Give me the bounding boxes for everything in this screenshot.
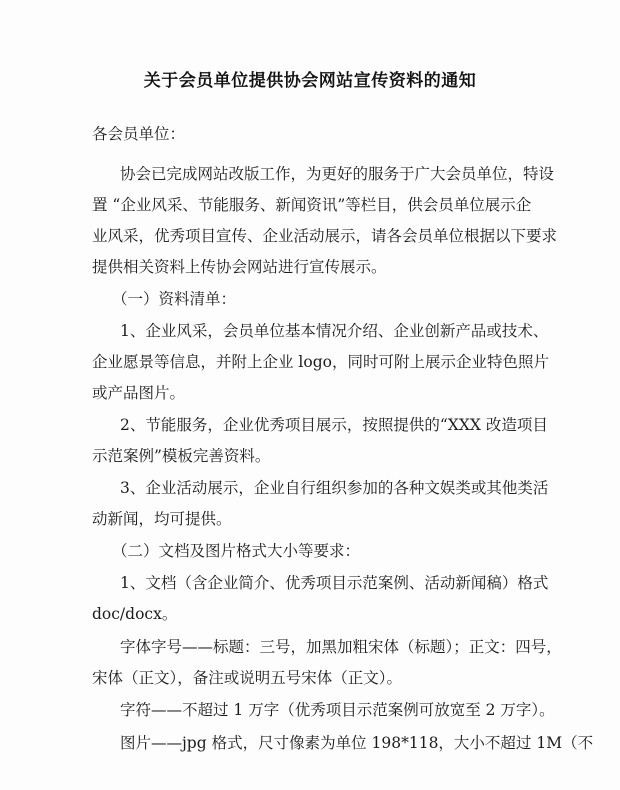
item3-line: 3、企业活动展示，企业自行组织参加的各种文娱类或其他类活 xyxy=(120,479,549,497)
document-title: 关于会员单位提供协会网站宣传资料的通知 xyxy=(143,71,477,91)
item2-line: 示范案例”模板完善资料。 xyxy=(92,447,271,465)
intro-line: 置 “企业风采、节能服务、新闻资讯”等栏目，供会员单位展示企 xyxy=(92,196,532,214)
item1-line: 或产品图片。 xyxy=(92,384,186,402)
intro-line: 业风采，优秀项目宣传、企业活动展示，请各会员单位根据以下要求 xyxy=(92,227,558,245)
item2-line: 2、节能服务，企业优秀项目展示，按照提供的“XXX 改造项目 xyxy=(120,416,548,434)
section2-heading: （二）文档及图片格式大小等要求： xyxy=(112,542,361,560)
char-req-line: 字符——不超过 1 万字（优秀项目示范案例可放宽至 2 万字）。 xyxy=(120,701,555,719)
image-req-line: 图片——jpg 格式，尺寸像素为单位 198*118，大小不超过 1M（不 xyxy=(120,734,594,752)
intro-line: 提供相关资料上传协会网站进行宣传展示。 xyxy=(92,258,387,276)
req1-line: 1、文档（含企业简介、优秀项目示范案例、活动新闻稿）格式 xyxy=(120,574,549,592)
req1-line: doc/docx。 xyxy=(92,605,178,623)
font-req-line: 宋体（正文），备注或说明五号宋体（正文）。 xyxy=(92,669,403,687)
item3-line: 动新闻，均可提供。 xyxy=(92,510,232,528)
section1-heading: （一）资料清单： xyxy=(112,290,237,308)
item1-line: 企业愿景等信息，并附上企业 logo，同时可附上展示企业特色照片 xyxy=(92,353,549,371)
intro-line: 协会已完成网站改版工作，为更好的服务于广大会员单位，特设 xyxy=(120,165,555,183)
salutation: 各会员单位： xyxy=(92,125,186,143)
font-req-line: 字体字号——标题：三号，加黑加粗宋体（标题）；正文：四号， xyxy=(120,638,562,656)
item1-line: 1、企业风采，会员单位基本情况介绍、企业创新产品或技术、 xyxy=(120,322,549,340)
